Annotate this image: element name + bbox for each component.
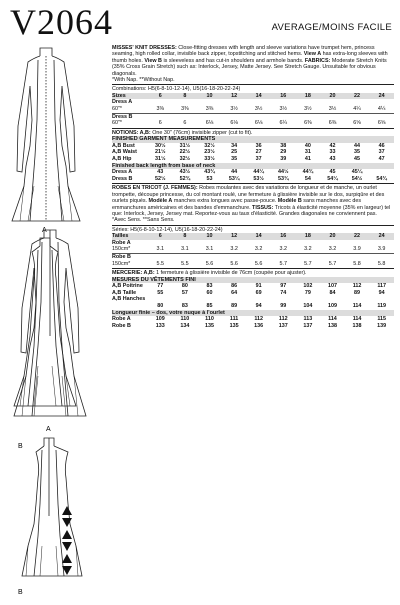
length-cell: 114 xyxy=(352,316,362,323)
taille-label: A,B Taille xyxy=(112,289,137,296)
size-cell: 22 xyxy=(345,233,370,240)
figure-label-b2: B xyxy=(18,589,23,596)
measure-cell: 31½ xyxy=(155,156,166,162)
pattern-number: V2064 xyxy=(10,2,113,42)
length-cell: 115 xyxy=(377,316,387,323)
mercerie-text: 1 fermeture à glissière invisible de 76cm (coupée pour ajuster). xyxy=(154,270,307,277)
yardage-cell: 5.6 xyxy=(230,260,238,267)
figure-label-a2: A xyxy=(46,426,51,433)
measure-cell: 31½ xyxy=(179,142,191,149)
yardage-cell: 3.1 xyxy=(156,246,165,253)
robe-b-length-label: Robe B xyxy=(112,322,131,329)
yardage-cell: 5.5 xyxy=(181,260,189,267)
measure-cell: 42 xyxy=(329,142,336,149)
length-cell: 54 xyxy=(304,175,311,182)
mesures-title: MESURES DU VÊTEMENTS FINI xyxy=(112,277,394,284)
yardage-cell: 5.8 xyxy=(353,260,361,267)
size-cell: 8 xyxy=(173,233,198,240)
measure-cell: 31 xyxy=(304,149,311,156)
measure-cell: 107 xyxy=(327,283,337,290)
robe-b-label: Robe B xyxy=(112,254,131,260)
measure-cell: 112 xyxy=(352,283,362,290)
dress-a-label: Dress A xyxy=(112,99,133,106)
size-cell: 20 xyxy=(320,93,345,100)
size-cell: 18 xyxy=(296,233,321,240)
length-cell: 134 xyxy=(180,322,190,329)
measure-cell: 114 xyxy=(352,302,362,309)
robe-a-yardage-row xyxy=(112,246,394,253)
mercerie-label: MERCERIE: A,B: xyxy=(112,270,155,277)
measure-cell: 94 xyxy=(378,289,385,296)
measure-cell: 119 xyxy=(377,302,387,309)
size-cell: 12 xyxy=(222,233,247,240)
measure-cell: 97 xyxy=(280,283,287,290)
measure-cell: 117 xyxy=(377,283,387,290)
length-cell: 43½ xyxy=(179,169,191,176)
dress-b-front xyxy=(14,238,76,406)
yardage-cell: 6⅜ xyxy=(304,120,312,127)
dress-a-back xyxy=(14,230,86,416)
measure-cell: 74 xyxy=(280,289,287,296)
yardage-cell: 6⅛ xyxy=(254,120,263,127)
measure-cell: 77 xyxy=(157,283,164,290)
figure-label-a1: A xyxy=(42,227,47,234)
measure-cell: 30½ xyxy=(155,142,166,149)
fabric-width: 150cm* xyxy=(112,246,131,253)
yardage-cell: 3.2 xyxy=(304,246,312,253)
measure-cell: 35 xyxy=(354,149,361,156)
measure-cell: 37 xyxy=(378,149,385,156)
measure-cell: 38 xyxy=(280,142,287,149)
notions-label: NOTIONS: A,B: xyxy=(112,129,151,136)
measure-cell: 21½ xyxy=(155,149,166,156)
size-cell: 8 xyxy=(173,93,198,100)
measure-cell: 83 xyxy=(181,302,188,309)
dress-a-yardage-row xyxy=(112,106,394,113)
measure-cell: 64 xyxy=(231,289,238,296)
pattern-info xyxy=(112,45,394,329)
length-cell: 135 xyxy=(229,322,239,329)
finished-measurements-table xyxy=(112,136,394,182)
yardage-cell: 4¼ xyxy=(353,106,361,113)
tailles-row xyxy=(112,233,394,240)
fabric-width: 60"* xyxy=(112,120,123,127)
view-b-text: is sleeveless and has cut-in shoulders and armhole bands. xyxy=(161,57,304,64)
length-cell: 133 xyxy=(155,322,165,329)
longueur-title-row xyxy=(112,310,394,317)
measure-cell: 46 xyxy=(378,142,385,149)
dress-a-front xyxy=(12,48,80,221)
yardage-cell: 3½ xyxy=(304,106,312,113)
length-cell: 53½ xyxy=(253,175,264,182)
french-title: ROBES EN TRICOT (J. FEMMES): xyxy=(112,185,198,192)
tissus-label: TISSUS: xyxy=(250,204,274,211)
sizes-row xyxy=(112,93,394,100)
view-a-text: has extra-long sleeves with thumb holes. xyxy=(112,51,388,64)
yardage-cell: 6 xyxy=(183,120,187,127)
dress-a-length-row xyxy=(112,169,394,176)
french-desc-text: Robes moulantes avec des variations de longueur et de manche, un ourlet trompette, découpe princesse, du col montant roulé, une fermeture à glissière invisible sur le dos, surpiqûre et des ourlets piqués. xyxy=(112,185,385,205)
length-cell: 43 xyxy=(157,169,164,176)
yardage-cell: 3⅜ xyxy=(181,106,189,113)
measure-cell: 41 xyxy=(304,156,311,162)
yardage-cell: 3½ xyxy=(328,106,337,113)
size-cell: 20 xyxy=(320,233,345,240)
measure-cell: 85 xyxy=(206,302,213,309)
length-cell: 54¾ xyxy=(376,175,387,182)
tailles-label: Tailles xyxy=(112,233,148,240)
measure-cell: 23½ xyxy=(204,149,215,156)
size-cell: 18 xyxy=(296,93,321,100)
view-a-label: View A xyxy=(302,51,322,58)
measure-cell: 34 xyxy=(231,142,238,149)
yardage-cell: 3.2 xyxy=(230,246,238,253)
notions-text: One 30" (76cm) invisible zipper (cut to fit). xyxy=(150,129,253,136)
yardage-cell: 6⅝ xyxy=(377,120,386,127)
yardage-cell: 4¼ xyxy=(377,106,386,113)
triangle-up-icon xyxy=(62,506,72,515)
measure-cell: 83 xyxy=(206,283,213,290)
yardage-cell: 5.6 xyxy=(205,260,214,267)
hip-row xyxy=(112,156,394,163)
sizes-label: Sizes xyxy=(112,93,148,100)
yardage-cell: 3.1 xyxy=(181,246,189,253)
size-cell: 14 xyxy=(246,93,271,100)
measure-cell: 22½ xyxy=(179,149,191,156)
fabrics-label: FABRICS: xyxy=(303,57,331,64)
length-cell: 52¾ xyxy=(179,175,191,182)
measure-cell: 36 xyxy=(255,142,262,149)
yardage-cell: 3½ xyxy=(230,106,238,113)
size-cell: 14 xyxy=(246,233,271,240)
yardage-cell: 3.9 xyxy=(377,246,386,253)
measure-cell: 43 xyxy=(329,156,336,162)
figure-label-b1: B xyxy=(18,443,23,450)
measure-cell: 60 xyxy=(206,289,213,296)
series-line: Séries: H5(6-8-10-12-14), U5(16-18-20-22-24) xyxy=(112,226,223,233)
longueur-title: Longueur finie – dos, votre nuque à l'ourlet xyxy=(112,310,394,317)
size-cell: 16 xyxy=(271,93,296,100)
english-yardage-table xyxy=(112,93,394,127)
measure-cell: 69 xyxy=(255,289,262,296)
measure-cell: 104 xyxy=(303,302,313,309)
yardage-cell: 6⅛ xyxy=(230,120,238,127)
combinations-line: Combinations: H5(6-8-10-12-14), U5(16-18-20-22-24) xyxy=(112,86,241,93)
length-cell: 137 xyxy=(303,322,313,329)
dress-b-label: Dress B xyxy=(112,113,133,120)
length-cell: 53 xyxy=(206,175,213,182)
measure-cell: 55 xyxy=(157,289,164,296)
fabrics-text: Moderate Stretch Knits (35% Cross Grain Stretch) such as: Interlock, Jersey, Matte Jersey. See Stretch Gauge. Unsuitable for obvious diagonals. xyxy=(112,57,387,77)
hanches-label: A,B Hanches xyxy=(112,296,146,303)
dress-b-yardage-row xyxy=(112,120,394,127)
length-cell: 54½ xyxy=(351,175,363,182)
waist-row xyxy=(112,149,394,156)
length-cell: 44 xyxy=(231,169,238,176)
taille-row xyxy=(112,290,394,297)
length-cell: 136 xyxy=(254,322,264,329)
finished-title-row xyxy=(112,136,394,143)
measure-cell: 45 xyxy=(354,156,361,162)
yardage-cell: 3.9 xyxy=(353,246,361,253)
fabric-width: 150cm* xyxy=(112,260,131,267)
triangle-down-icon xyxy=(62,566,72,575)
yardage-cell: 5.8 xyxy=(377,260,386,267)
model-a-text: manches extra longues avec passe-pouce. xyxy=(172,198,277,205)
yardage-cell: 5.7 xyxy=(328,260,337,267)
measure-cell: 27 xyxy=(255,149,262,156)
measure-cell: 80 xyxy=(181,283,188,290)
measure-cell: 44 xyxy=(354,142,361,149)
measure-cell: 91 xyxy=(255,283,262,290)
length-cell: 138 xyxy=(327,322,337,329)
size-cell: 24 xyxy=(369,233,394,240)
triangle-down-icon xyxy=(62,542,72,551)
measure-cell: 89 xyxy=(231,302,238,309)
french-yardage-table xyxy=(112,233,394,267)
measure-cell: 86 xyxy=(231,283,238,290)
length-cell: 53¾ xyxy=(278,175,289,182)
robe-b-yardage-row xyxy=(112,261,394,268)
poitrine-label: A,B Poitrine xyxy=(112,283,143,290)
yardage-cell: 6⅛ xyxy=(205,120,214,127)
length-cell: 110 xyxy=(180,316,190,323)
length-cell: 114 xyxy=(328,316,337,323)
yardage-cell: 3.1 xyxy=(205,246,214,253)
yardage-cell: 3.2 xyxy=(254,246,263,253)
length-cell: 112 xyxy=(278,316,288,323)
length-cell: 45 xyxy=(329,169,336,176)
length-cell: 113 xyxy=(303,316,313,323)
dress-flats-svg xyxy=(0,46,106,600)
difficulty-label: AVERAGE/MOINS FACILE xyxy=(271,22,392,33)
yardage-cell: 3½ xyxy=(254,106,263,113)
poitrine-row xyxy=(112,283,394,290)
technical-drawings xyxy=(0,46,106,600)
length-cell: 110 xyxy=(205,316,214,323)
measure-cell: 94 xyxy=(255,302,262,309)
model-a-label: Modèle A xyxy=(147,198,173,205)
english-description xyxy=(112,45,394,83)
size-cell: 6 xyxy=(148,93,173,100)
length-cell: 44¼ xyxy=(253,169,264,176)
yardage-cell: 5.7 xyxy=(279,260,288,267)
model-b-label: Modèle B xyxy=(276,198,302,205)
measure-cell: 109 xyxy=(327,302,337,309)
mesures-title-row xyxy=(112,277,394,284)
length-cell: 53¼ xyxy=(228,175,240,182)
dress-b-length-label: Dress B xyxy=(112,175,133,182)
measure-cell: 79 xyxy=(304,289,311,296)
pattern-symbols xyxy=(60,506,74,578)
length-cell: 137 xyxy=(278,322,288,329)
measure-cell: 33 xyxy=(329,149,336,156)
model-b-text: sans manches avec des emmanchures américaines et des bandes d'emmanchure. xyxy=(112,198,362,211)
length-cell: 109 xyxy=(155,316,165,323)
measure-cell: 29 xyxy=(280,149,287,156)
length-cell: 112 xyxy=(254,316,264,323)
dress-a-label-row xyxy=(112,99,394,106)
measure-cell: 84 xyxy=(329,289,336,296)
french-description xyxy=(112,185,394,223)
yardage-cell: 6 xyxy=(158,120,162,127)
yardage-cell: 3.2 xyxy=(328,246,337,253)
yardage-cell: 3⅜ xyxy=(205,106,214,113)
measure-cell: 80 xyxy=(157,302,164,309)
length-cell: 138 xyxy=(352,322,362,329)
size-cell: 10 xyxy=(197,93,222,100)
length-title: Finished back length from base of neck xyxy=(112,163,394,170)
yardage-cell: 6⅜ xyxy=(328,120,337,127)
length-cell: 43¾ xyxy=(204,169,215,176)
length-cell: 111 xyxy=(229,316,239,323)
fabric-width: 60"* xyxy=(112,106,123,113)
length-cell: 45¼ xyxy=(351,169,363,176)
hip-label: A,B Hip xyxy=(112,156,132,162)
length-cell: 54¼ xyxy=(327,175,338,182)
measure-cell: 32½ xyxy=(204,142,215,149)
robe-a-length-row xyxy=(112,316,394,323)
english-desc-text: Close-fitting dresses with length and sleeve variations have trumpet hem, princess seaming, high rolled collar, invisible back zipper, topstitching and stitched hems. xyxy=(112,45,375,58)
measure-cell: 39 xyxy=(280,156,287,162)
measure-cell: 99 xyxy=(280,302,287,309)
yardage-cell: 3⅜ xyxy=(156,106,165,113)
size-cell: 22 xyxy=(345,93,370,100)
size-cell: 16 xyxy=(271,233,296,240)
measure-cell: 40 xyxy=(304,142,311,149)
hanches-row xyxy=(112,303,394,310)
tissus-text: Tricots à élasticité moyenne (35% en largeur) tel que: Interlock, Jersey, Jersey mat. Reportez-vous au taux d'élasticité. Grandes diagonales ne conviennent pas. xyxy=(112,204,391,217)
size-cell: 6 xyxy=(148,233,173,240)
dress-b-length-row xyxy=(112,176,394,183)
robe-b-length-row xyxy=(112,323,394,330)
english-title: MISSES' KNIT DRESSES: xyxy=(112,45,177,51)
length-cell: 44½ xyxy=(278,169,289,176)
length-cell: 44¾ xyxy=(302,169,314,176)
measure-cell: 33½ xyxy=(204,156,215,162)
yardage-cell: 6⅝ xyxy=(353,120,361,127)
triangle-up-icon xyxy=(62,530,72,539)
nap-note: *With Nap. **Without Nap. xyxy=(112,77,175,84)
hanches-label-row xyxy=(112,296,394,303)
length-cell: 52½ xyxy=(155,175,166,182)
finished-title: FINISHED GARMENT MEASUREMENTS xyxy=(112,136,394,143)
yardage-cell: 3.2 xyxy=(279,246,288,253)
measure-cell: 35 xyxy=(231,156,238,162)
robe-a-label: Robe A xyxy=(112,239,131,246)
yardage-cell: 5.7 xyxy=(304,260,312,267)
triangle-up-icon xyxy=(62,554,72,563)
measure-cell: 37 xyxy=(255,156,262,162)
size-cell: 10 xyxy=(197,233,222,240)
measure-cell: 32½ xyxy=(179,156,191,162)
length-cell: 139 xyxy=(377,322,387,329)
yardage-cell: 6¼ xyxy=(279,120,288,127)
measure-cell: 89 xyxy=(354,289,361,296)
french-nap-note: *Avec Sens. **Sans Sens. xyxy=(112,217,175,224)
measure-cell: 57 xyxy=(181,289,188,296)
size-cell: 24 xyxy=(369,93,394,100)
measure-cell: 47 xyxy=(378,156,385,162)
french-measurements-table xyxy=(112,277,394,330)
dress-b-label-row xyxy=(112,113,394,120)
robe-b-label-row xyxy=(112,254,394,261)
bust-label: A,B Bust xyxy=(112,142,135,149)
yardage-cell: 5.5 xyxy=(156,260,165,267)
dress-a-length-label: Dress A xyxy=(112,169,133,176)
measure-cell: 102 xyxy=(303,283,313,290)
robe-a-length-label: Robe A xyxy=(112,316,131,323)
size-cell: 12 xyxy=(222,93,247,100)
measure-cell: 25 xyxy=(231,149,238,156)
length-cell: 135 xyxy=(204,322,214,329)
triangle-down-icon xyxy=(62,518,72,527)
yardage-cell: 5.6 xyxy=(254,260,263,267)
robe-a-label-row xyxy=(112,240,394,247)
yardage-cell: 3½ xyxy=(279,106,288,113)
waist-label: A,B Waist xyxy=(112,149,137,156)
view-b-label: View B xyxy=(142,57,162,64)
